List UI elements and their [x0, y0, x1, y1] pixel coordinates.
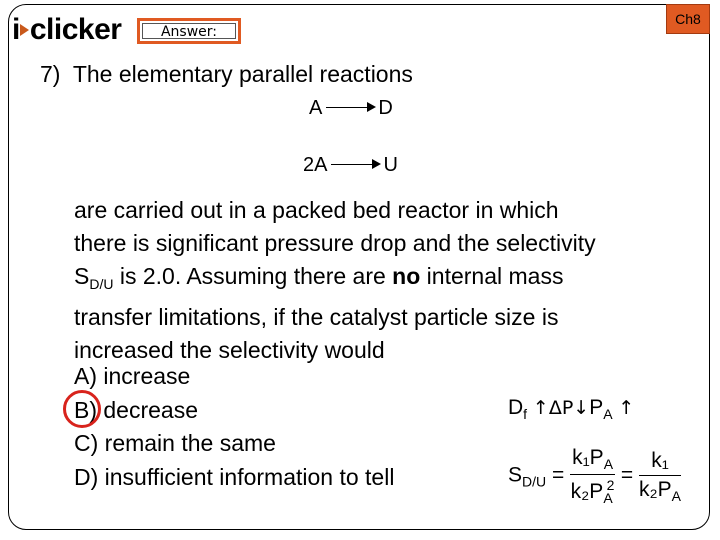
note-pa: P	[589, 396, 604, 419]
arrow-up-icon: ↑	[618, 397, 635, 419]
iclicker-logo	[12, 12, 121, 48]
body-line: there is significant pressure drop and the selectivity	[74, 230, 596, 256]
equals-sign: =	[551, 463, 565, 487]
formula-fraction-1	[570, 446, 615, 506]
question-intro	[40, 60, 413, 88]
selectivity-formula	[508, 446, 681, 506]
denominator-sub: A	[671, 487, 681, 504]
body-line: increased the selectivity would	[74, 337, 385, 363]
formula-fraction-2	[639, 449, 681, 504]
option-b[interactable]: B) decrease	[74, 396, 199, 423]
selectivity-subscript: D/U	[89, 276, 114, 292]
numerator-text: k₁P	[572, 446, 604, 469]
fraction-1-numerator	[570, 446, 615, 475]
logo-text: clicker	[29, 13, 122, 46]
answer-box	[137, 18, 241, 44]
fraction-2-numerator: k₁	[639, 449, 681, 476]
body-line: transfer limitations, if the catalyst particle size is	[74, 304, 559, 330]
body-text-fragment: internal mass	[420, 263, 564, 289]
question-number: 7)	[40, 61, 61, 87]
fraction-2-denominator	[639, 476, 681, 504]
reaction-arrow-icon	[331, 164, 379, 165]
question-body	[74, 194, 694, 367]
logo-arrow-icon	[20, 24, 29, 36]
reaction-a-to-d	[309, 96, 393, 120]
numerator-sub: A	[603, 456, 614, 472]
note-df-sub: f	[523, 406, 528, 422]
denominator-sub: A	[603, 490, 613, 506]
reaction1-product: D	[378, 97, 393, 119]
formula-lhs: S	[508, 463, 523, 487]
answer-label: Answer:	[142, 23, 236, 39]
note-delta-p: ΔP	[548, 397, 574, 419]
chapter-tag: Ch8	[666, 4, 710, 34]
reaction1-reactant: A	[309, 97, 323, 119]
reaction2-product: U	[383, 154, 398, 176]
reaction2-reactant: 2A	[303, 154, 328, 176]
denominator-sup: 2	[606, 477, 615, 493]
denominator-text: k₂P	[638, 477, 672, 501]
question-intro-text: The elementary parallel reactions	[72, 61, 413, 87]
body-line: are carried out in a packed bed reactor in which	[74, 197, 559, 223]
option-c[interactable]: C) remain the same	[74, 430, 276, 456]
arrow-down-icon: ↓	[573, 397, 590, 419]
reaction-arrow-icon	[326, 107, 374, 108]
reaction-2a-to-u	[303, 153, 398, 177]
formula-lhs-sub: D/U	[522, 473, 547, 490]
option-d[interactable]: D) insufficient information to tell	[74, 463, 395, 490]
logo-letter-i: i	[12, 13, 20, 46]
reasoning-note	[508, 394, 634, 428]
fraction-1-denominator	[570, 475, 615, 506]
body-text-fragment: is 2.0. Assuming there are	[113, 263, 393, 289]
option-a[interactable]: A) increase	[74, 363, 191, 389]
note-df: D	[508, 396, 524, 419]
selected-answer-circle	[63, 390, 101, 428]
answer-options	[74, 360, 394, 494]
equals-sign: =	[620, 463, 634, 487]
body-line	[74, 260, 694, 301]
denominator-text: k₂P	[570, 480, 604, 503]
emphasis-no: no	[392, 263, 421, 289]
arrow-up-icon: ↑	[532, 397, 549, 419]
note-pa-sub: A	[603, 406, 613, 422]
selectivity-symbol: S	[74, 263, 90, 289]
